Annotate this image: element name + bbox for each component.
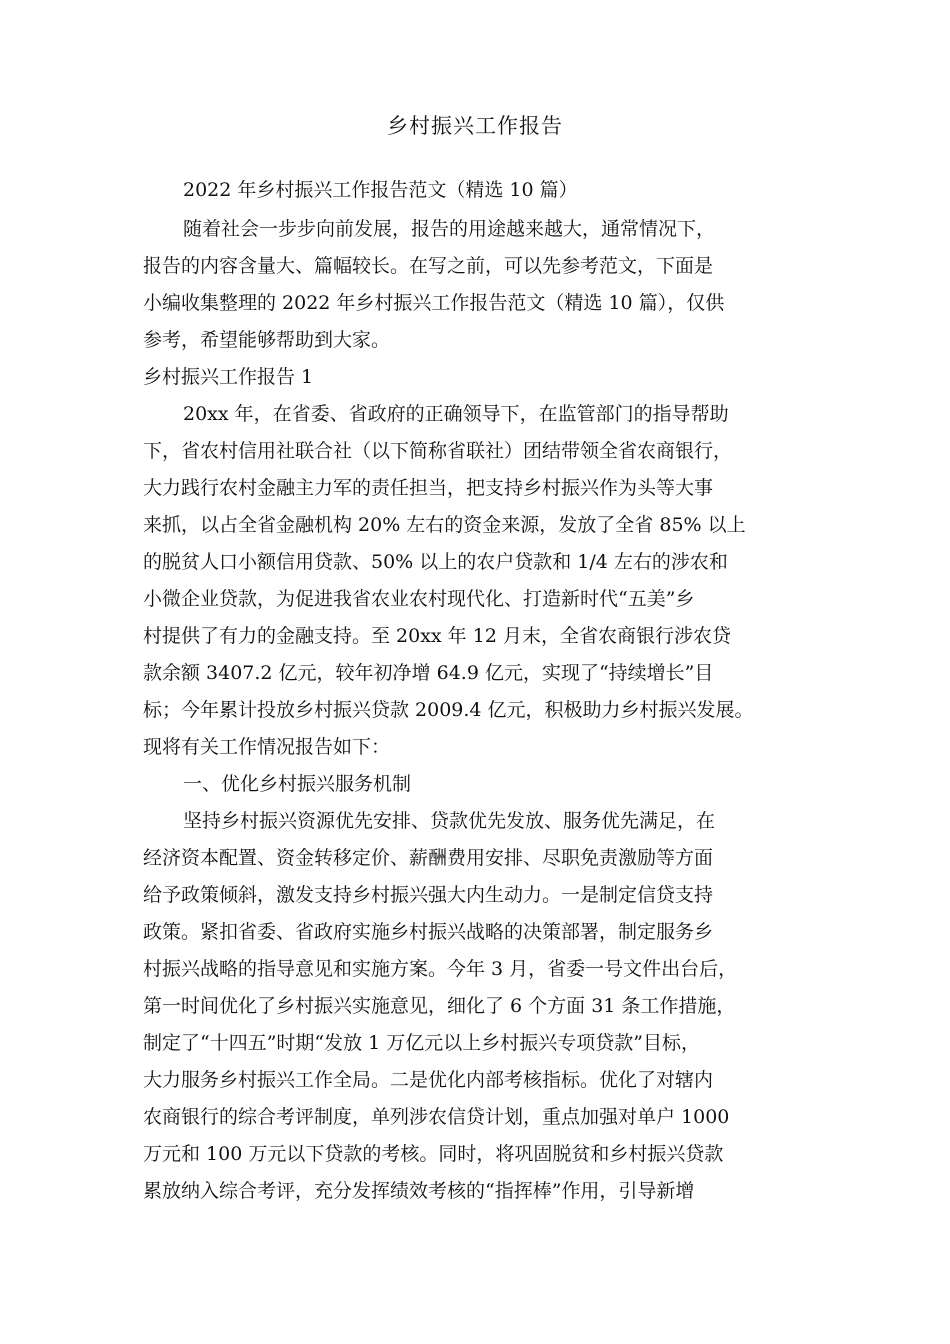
paragraph-line: 村提供了有力的金融支持。至 20xx 年 12 月末，全省农商银行涉农贷 [143,625,731,647]
paragraph-line: 坚持乡村振兴资源优先安排、贷款优先发放、服务优先满足，在 [183,810,716,832]
paragraph-line: 小微企业贷款，为促进我省农业农村现代化、打造新时代“五美”乡 [143,588,695,610]
paragraph-line: 农商银行的综合考评制度，单列涉农信贷计划，重点加强对单户 1000 [143,1106,730,1128]
paragraph-line: 来抓，以占全省金融机构 20% 左右的资金来源，发放了全省 85% 以上 [143,514,746,536]
paragraph-line: 制定了“十四五”时期“发放 1 万亿元以上乡村振兴专项贷款”目标， [143,1032,701,1054]
paragraph-line: 下，省农村信用社联合社（以下简称省联社）团结带领全省农商银行， [143,440,733,462]
paragraph-line: 报告的内容含量大、篇幅较长。在写之前，可以先参考范文，下面是 [143,255,714,277]
paragraph-line: 经济资本配置、资金转移定价、薪酬费用安排、尽职免责激励等方面 [143,847,714,869]
paragraph-line: 大力服务乡村振兴工作全局。二是优化内部考核指标。优化了对辖内 [143,1069,714,1091]
paragraph-line: 20xx 年，在省委、省政府的正确领导下，在监管部门的指导帮助 [183,403,729,425]
paragraph-line: 大力践行农村金融主力军的责任担当，把支持乡村振兴作为头等大事 [143,477,714,499]
paragraph-line: 款余额 3407.2 亿元，较年初净增 64.9 亿元，实现了“持续增长”目 [143,662,714,684]
paragraph-line: 村振兴战略的指导意见和实施方案。今年 3 月，省委一号文件出台后， [143,958,738,980]
paragraph-line: 政策。紧扣省委、省政府实施乡村振兴战略的决策部署，制定服务乡 [143,921,714,943]
paragraph-line: 参考，希望能够帮助到大家。 [143,329,391,351]
paragraph-line: 标；今年累计投放乡村振兴贷款 2009.4 亿元，积极助力乡村振兴发展。 [143,699,754,721]
paragraph-line: 累放纳入综合考评，充分发挥绩效考核的“指挥棒”作用，引导新增 [143,1180,695,1202]
document-title: 乡村振兴工作报告 [387,114,563,138]
paragraph-line: 随着社会一步步向前发展，报告的用途越来越大，通常情况下， [183,218,716,240]
paragraph-line: 小编收集整理的 2022 年乡村振兴工作报告范文（精选 10 篇），仅供 [143,292,725,314]
paragraph-line: 的脱贫人口小额信用贷款、50% 以上的农户贷款和 1/4 左右的涉农和 [143,551,728,573]
subtitle-line: 2022 年乡村振兴工作报告范文（精选 10 篇） [183,179,578,201]
paragraph-line: 万元和 100 万元以下贷款的考核。同时，将巩固脱贫和乡村振兴贷款 [143,1143,724,1165]
section-heading: 乡村振兴工作报告 1 [143,366,314,388]
paragraph-line: 给予政策倾斜，激发支持乡村振兴强大内生动力。一是制定信贷支持 [143,884,714,906]
section-heading: 一、优化乡村振兴服务机制 [183,773,412,795]
paragraph-line: 第一时间优化了乡村振兴实施意见，细化了 6 个方面 31 条工作措施， [143,995,736,1017]
paragraph-line: 现将有关工作情况报告如下： [143,736,391,758]
